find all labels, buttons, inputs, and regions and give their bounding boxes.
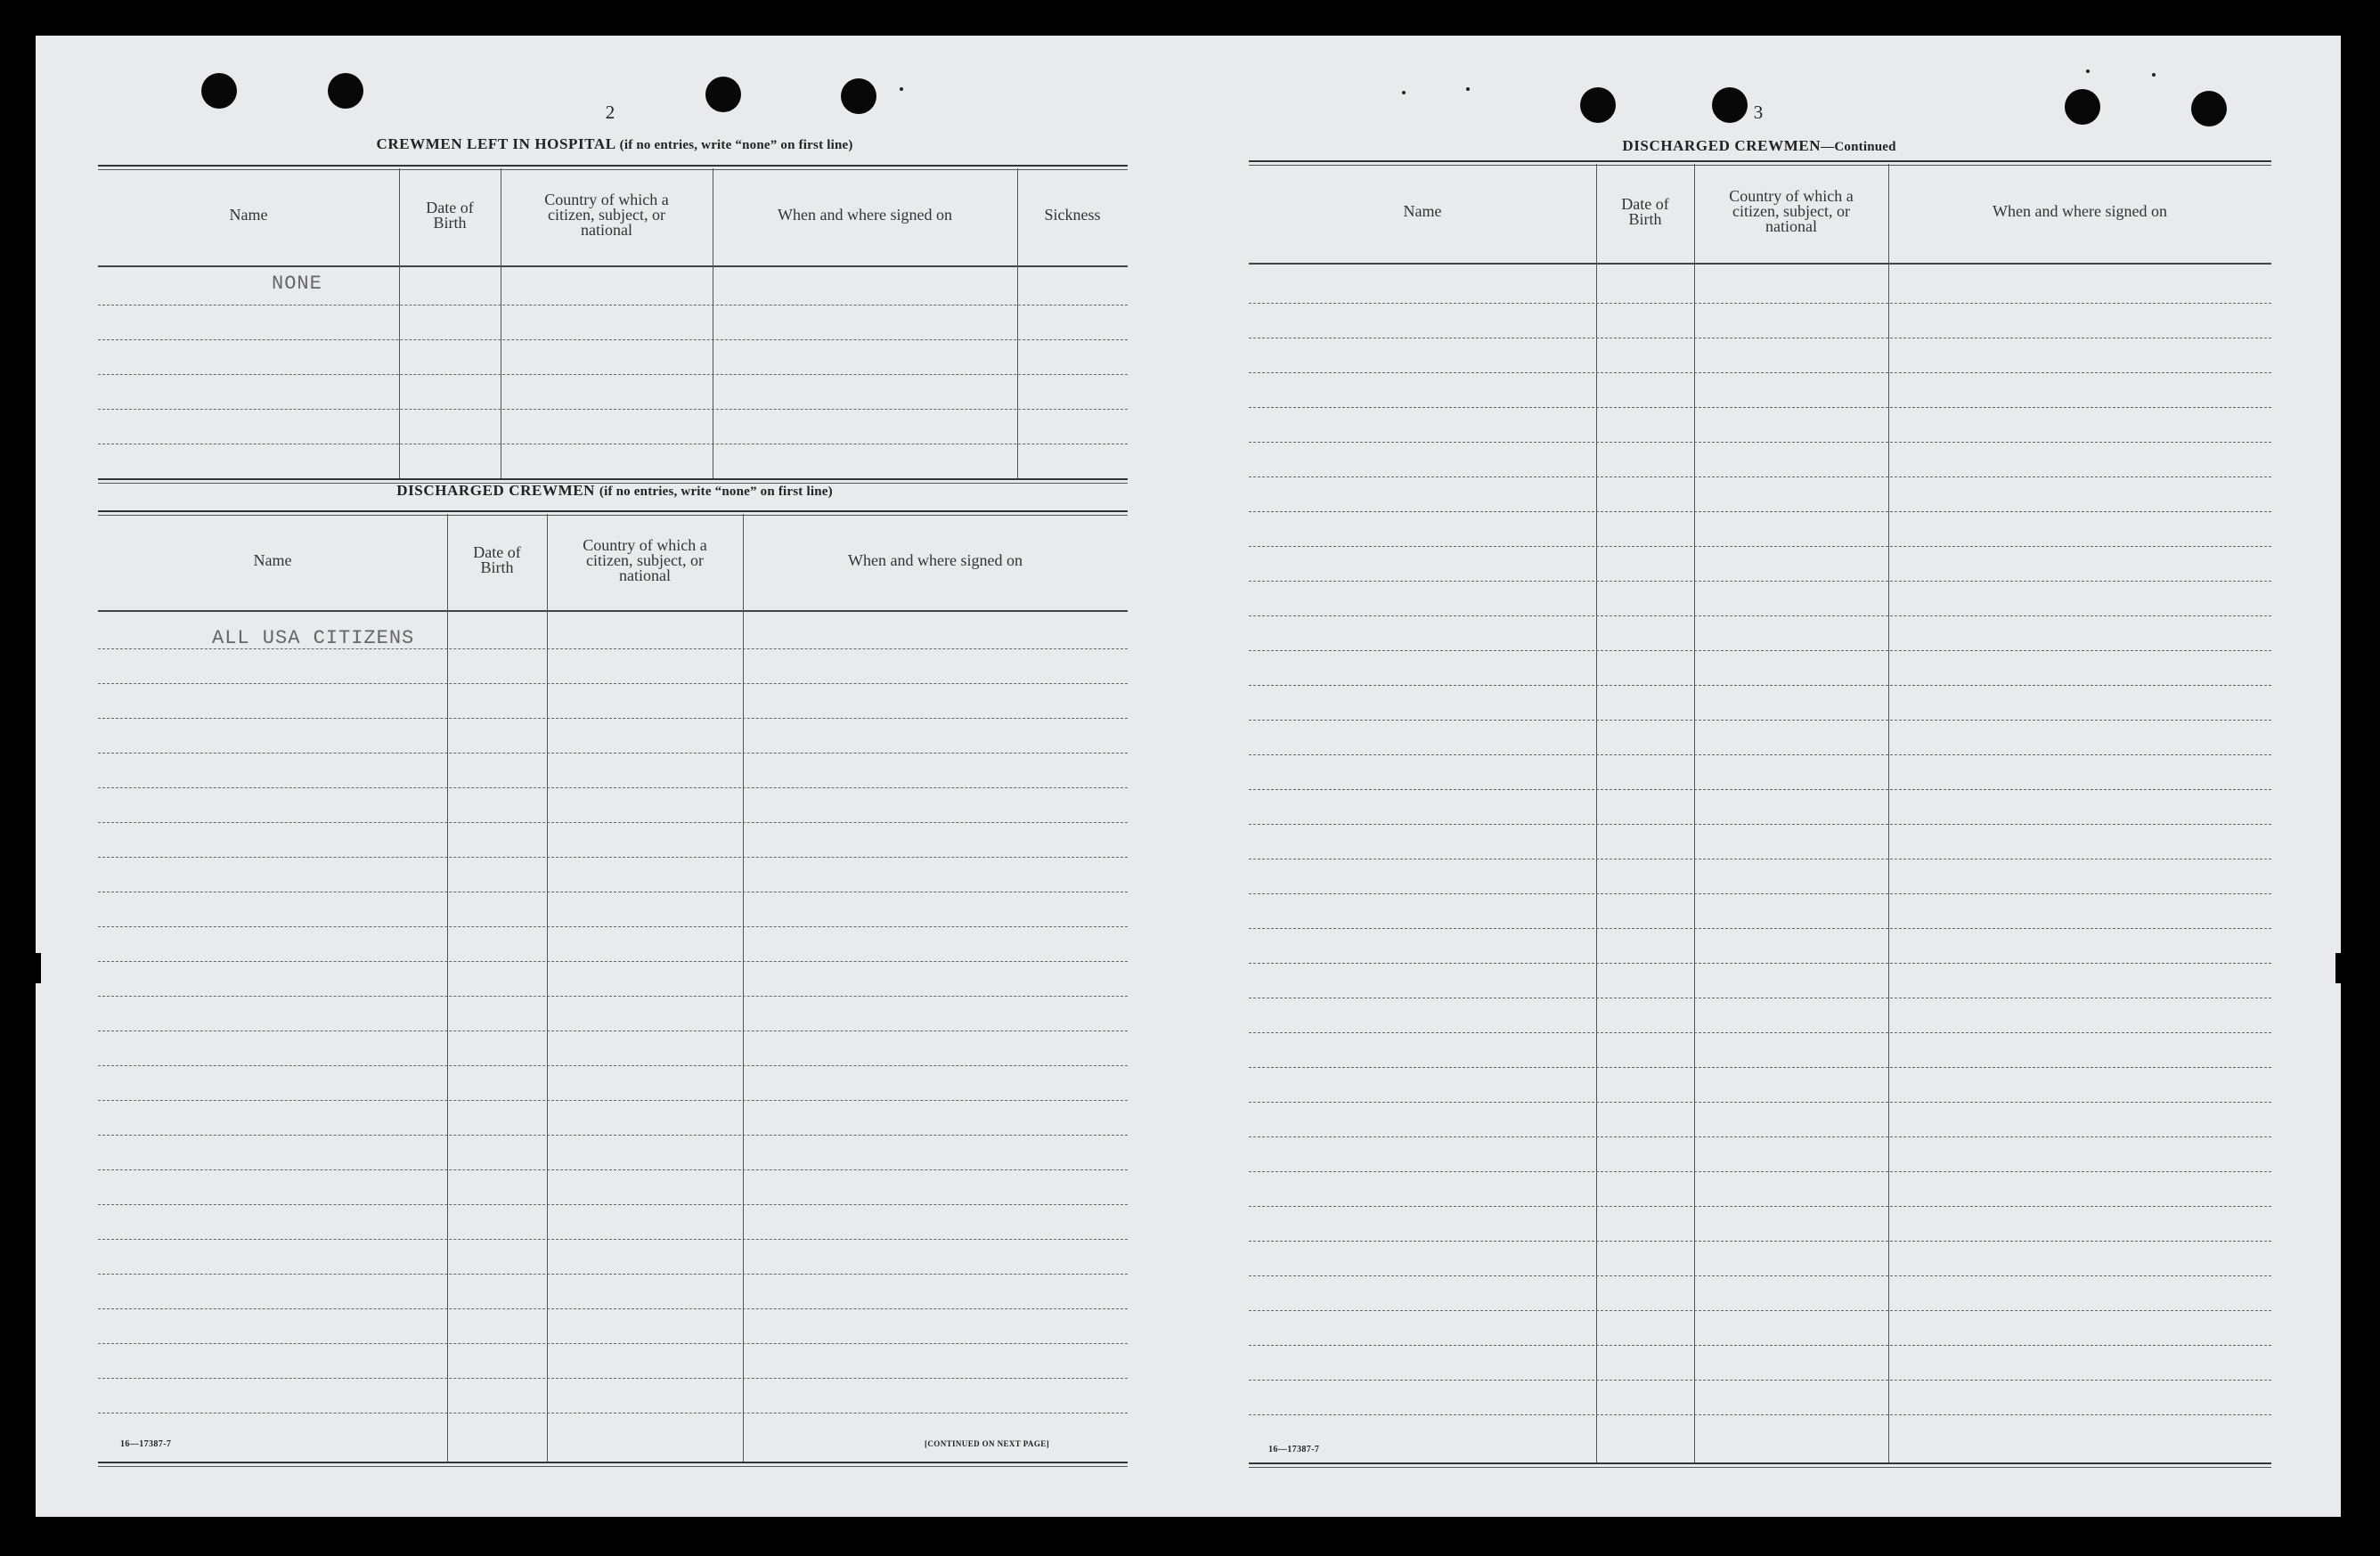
discharged-title-note: (if no entries, write “none” on first line) (599, 485, 833, 499)
continued-note: [CONTINUED ON NEXT PAGE] (925, 1439, 1050, 1448)
entry-line (98, 1378, 1128, 1379)
column-header-dob: Date of Birth (1621, 194, 1669, 228)
entry-line (98, 339, 1128, 340)
entry-line (1249, 963, 2271, 964)
entry-line (98, 787, 1128, 788)
discharged-table-left (98, 510, 1128, 1470)
punch-hole (841, 78, 876, 114)
entry-line (1249, 1414, 2271, 1415)
form-code-left: 16—17387-7 (120, 1439, 172, 1449)
entry-line (1249, 1241, 2271, 1242)
column-header-name: Name (229, 206, 268, 224)
entry-line (1249, 1310, 2271, 1311)
punch-hole (2191, 91, 2227, 126)
entry-line (98, 1204, 1128, 1205)
column-divider (547, 514, 548, 1462)
entry-line (1249, 303, 2271, 304)
entry-line (1249, 615, 2271, 616)
entry-line (1249, 754, 2271, 755)
header-bottom-rule (98, 610, 1128, 612)
entry-line (1249, 1380, 2271, 1381)
column-header-signed-on: When and where signed on (778, 206, 952, 224)
entry-line (1249, 650, 2271, 651)
column-header-signed-on: When and where signed on (848, 550, 1023, 569)
hospital-title-main: CREWMEN LEFT IN HOSPITAL (376, 135, 615, 152)
entry-line (98, 374, 1128, 375)
hospital-table (98, 165, 1128, 487)
column-divider (1596, 164, 1597, 1462)
column-header-country: Country of which a citizen, subject, or national (544, 191, 669, 239)
entry-line (98, 1343, 1128, 1344)
entry-line (98, 1135, 1128, 1136)
document-sheet (36, 36, 2341, 1517)
sheet-notch-right (2335, 953, 2346, 983)
sheet-notch-left (30, 953, 41, 983)
entry-line (1249, 1136, 2271, 1137)
entry-line (1249, 1345, 2271, 1346)
column-header-signed-on: When and where signed on (1993, 202, 2167, 220)
entry-line (1249, 685, 2271, 686)
entry-line (1249, 720, 2271, 721)
hospital-title-note: (if no entries, write “none” on first line) (619, 138, 853, 152)
discharged-entry-text: ALL USA CITIZENS (212, 627, 415, 649)
entry-line (98, 822, 1128, 823)
punch-hole (705, 77, 741, 112)
entry-line (98, 683, 1128, 684)
entry-line (1249, 1032, 2271, 1033)
table-bottom-rule (1249, 1462, 2271, 1464)
column-divider (1694, 164, 1695, 1462)
discharged-title-main: DISCHARGED CREWMEN (396, 482, 596, 499)
entry-line (98, 409, 1128, 410)
table-bottom-rule (98, 478, 1128, 480)
form-code-right: 16—17387-7 (1268, 1445, 1320, 1454)
column-divider (743, 514, 744, 1462)
discharged-continued-title (1247, 137, 2271, 155)
entry-line (98, 1169, 1128, 1170)
entry-line (98, 961, 1128, 962)
column-header-name: Name (1403, 202, 1442, 220)
speck (900, 87, 903, 91)
speck (1466, 87, 1470, 91)
entry-line (98, 1065, 1128, 1066)
punch-hole (2065, 89, 2100, 125)
entry-line (98, 1308, 1128, 1309)
entry-line (98, 996, 1128, 997)
entry-line (1249, 1171, 2271, 1172)
speck (1402, 91, 1406, 94)
entry-line (98, 1274, 1128, 1275)
punch-hole (1580, 87, 1616, 123)
table-bottom-rule (98, 1462, 1128, 1463)
entry-line (98, 926, 1128, 927)
discharged-continued-title-note: —Continued (1821, 140, 1896, 154)
entry-line (1249, 1206, 2271, 1207)
entry-line (98, 1239, 1128, 1240)
entry-line (1249, 581, 2271, 582)
column-header-country: Country of which a citizen, subject, or national (583, 535, 707, 584)
entry-line (1249, 1102, 2271, 1103)
entry-line (98, 753, 1128, 754)
column-divider (1888, 164, 1889, 1462)
discharged-section-title (98, 482, 1131, 500)
header-bottom-rule (98, 265, 1128, 267)
entry-line (1249, 824, 2271, 825)
entry-line (1249, 893, 2271, 894)
entry-line (98, 1100, 1128, 1101)
discharged-continued-title-main: DISCHARGED CREWMEN (1622, 137, 1822, 154)
column-header-country: Country of which a citizen, subject, or national (1729, 187, 1854, 235)
entry-line (1249, 372, 2271, 373)
page-number-left: 2 (605, 102, 615, 123)
entry-line (98, 857, 1128, 858)
header-bottom-rule (1249, 263, 2271, 265)
punch-hole (201, 73, 237, 109)
punch-hole (328, 73, 363, 109)
column-header-dob: Date of Birth (426, 198, 474, 232)
entry-line (1249, 546, 2271, 547)
column-header-name: Name (253, 550, 292, 569)
entry-line (1249, 1067, 2271, 1068)
speck (2086, 69, 2090, 73)
entry-line (1249, 442, 2271, 443)
entry-line (1249, 407, 2271, 408)
entry-line (98, 718, 1128, 719)
entry-line (1249, 511, 2271, 512)
hospital-section-title (98, 135, 1131, 153)
page-number-right: 3 (1753, 102, 1764, 123)
entry-line (1249, 1275, 2271, 1276)
hospital-entry-text: NONE (272, 273, 322, 295)
column-header-dob: Date of Birth (473, 543, 521, 576)
column-header-sickness: Sickness (1044, 206, 1101, 224)
entry-line (1249, 928, 2271, 929)
column-divider (447, 514, 448, 1462)
speck (2152, 73, 2156, 77)
entry-line (1249, 789, 2271, 790)
discharged-table-right (1249, 160, 2271, 1471)
